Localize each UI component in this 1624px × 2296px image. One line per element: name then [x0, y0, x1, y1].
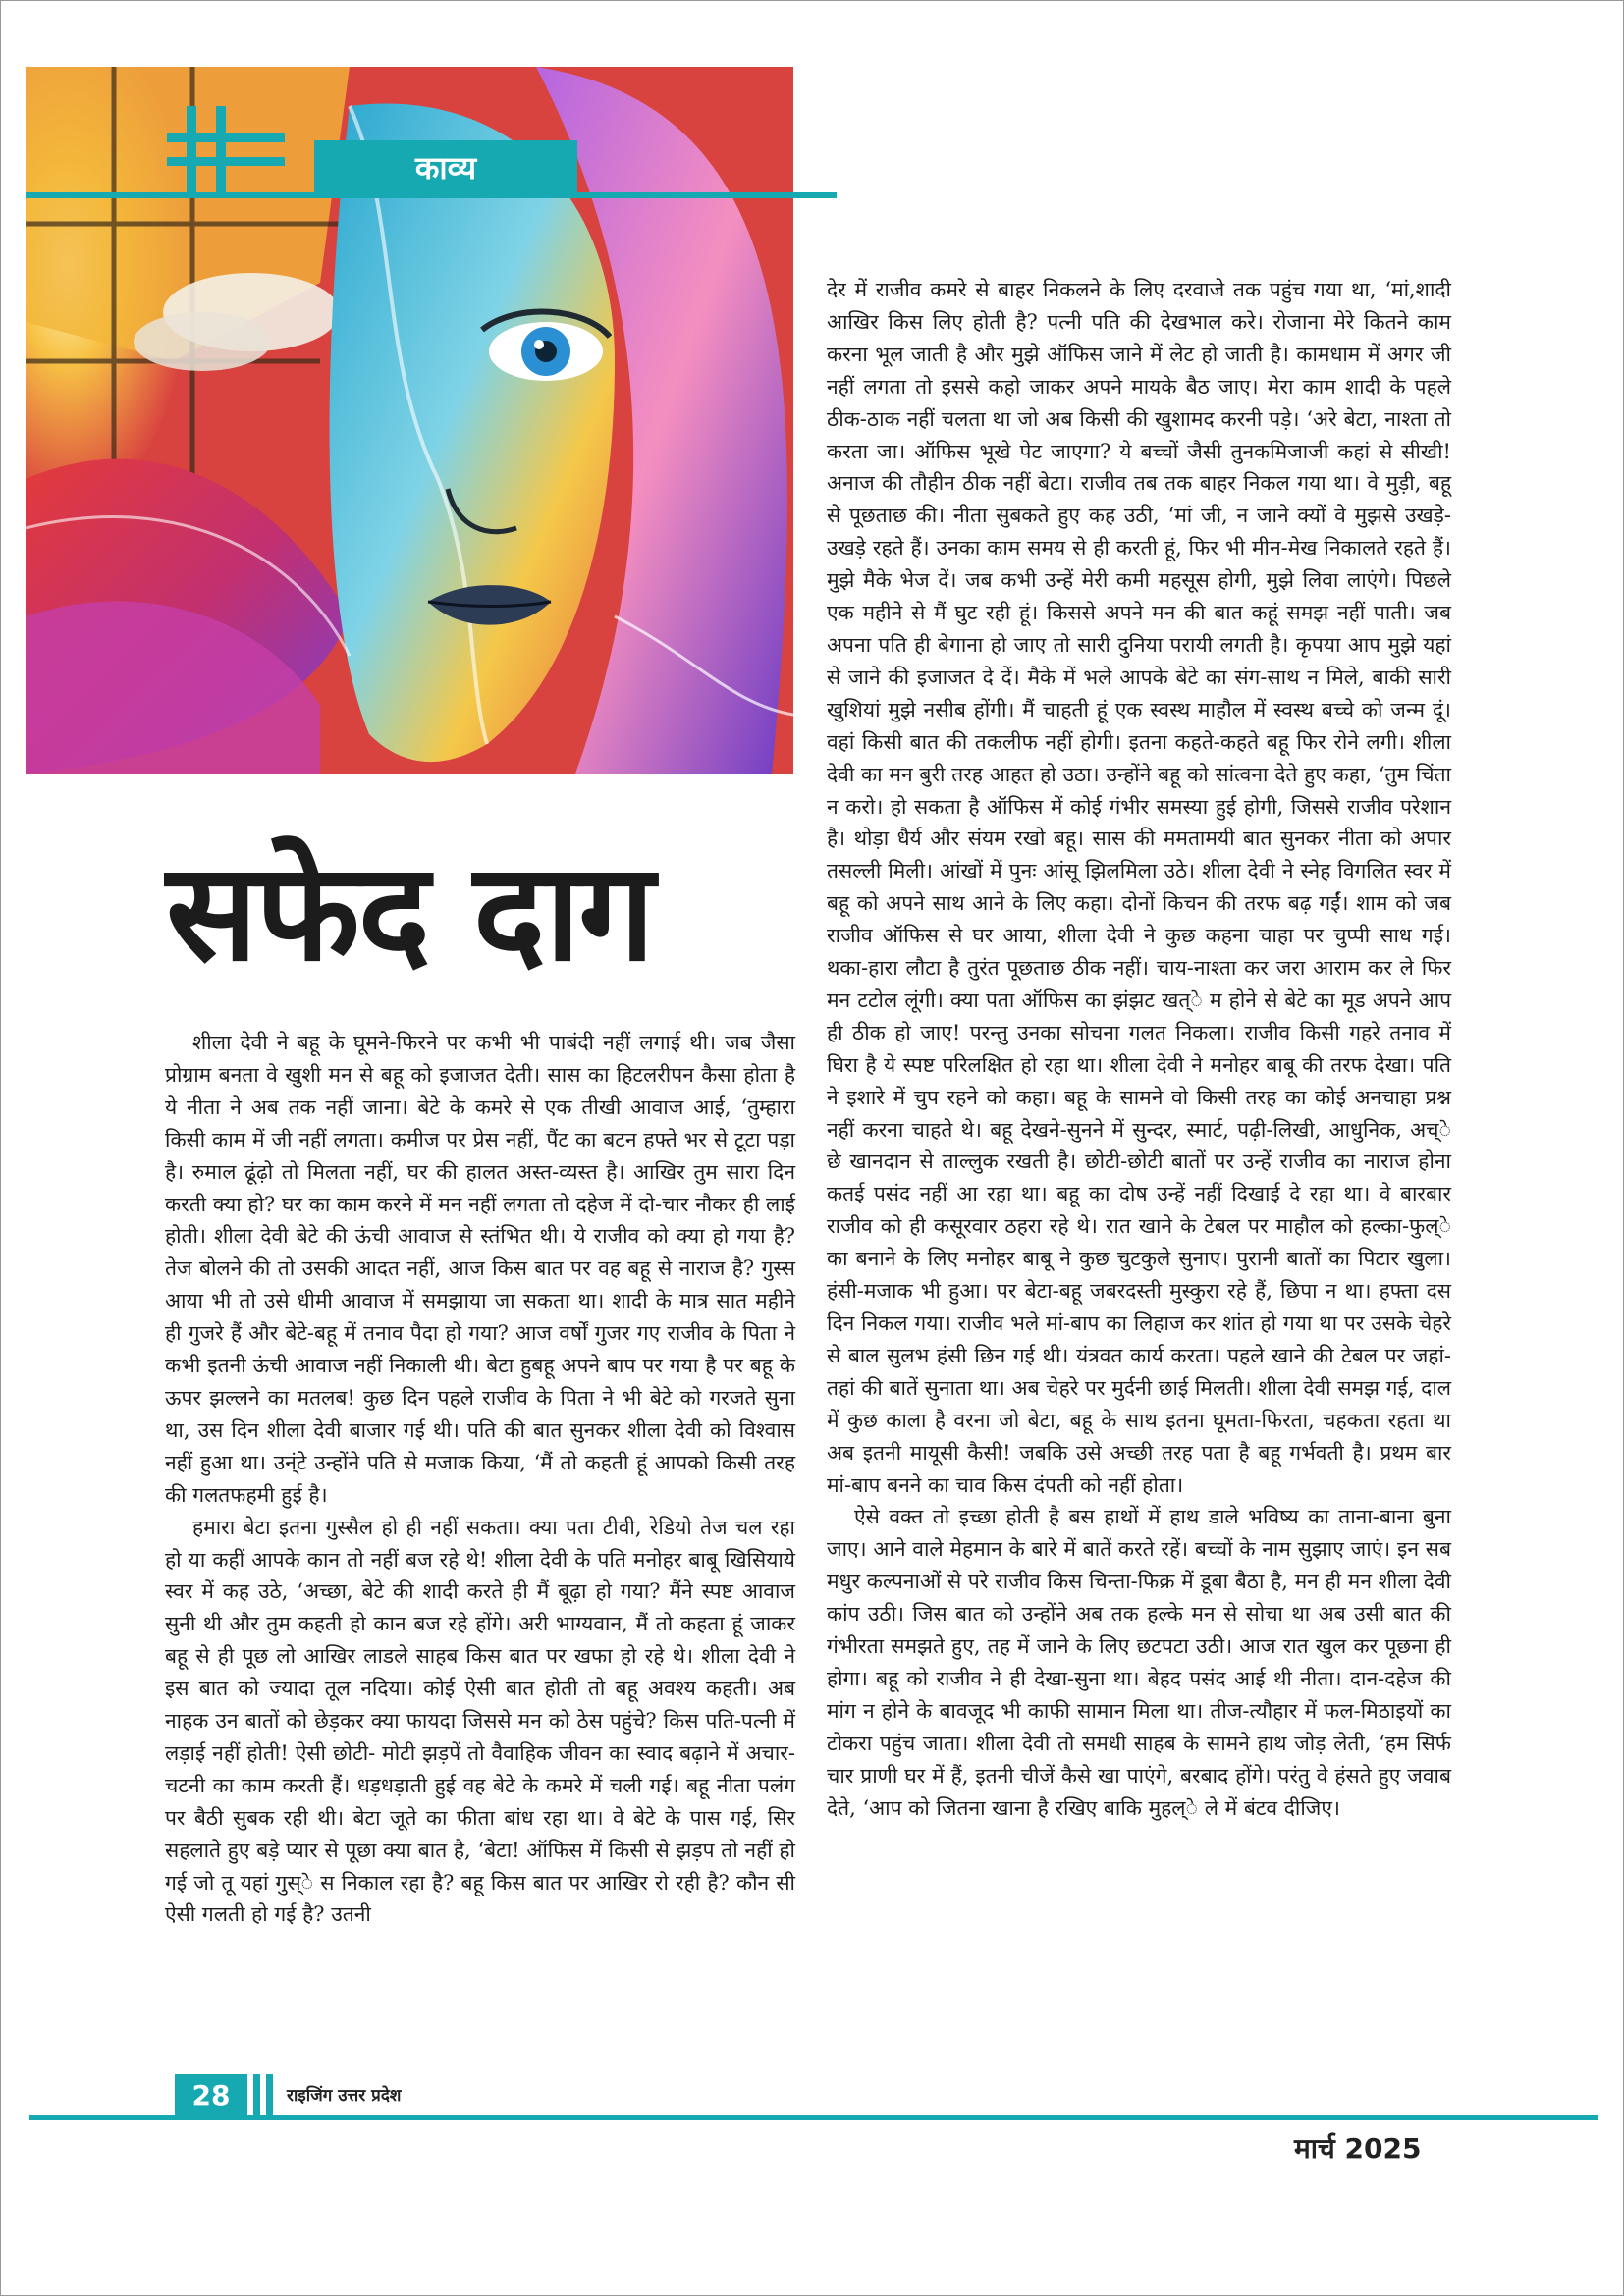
hash-decoration-icon	[167, 106, 285, 192]
left-text-column	[165, 1027, 795, 1931]
footer-rule	[29, 2115, 1598, 2120]
issue-date: मार्च 2025	[1294, 2132, 1422, 2164]
right-paragraph-1: देर में राजीव कमरे से बाहर निकलने के लिए दरवाजे तक पहुंच गया था, ‘मां,शादी आखिर किस लिए होती है? पत्नी पति की देखभाल करे। रोजाना मेरे कितने काम करना भूल जाती है और मुझे ऑफिस जाने में लेट हो जाती है। कामधाम में अगर जी नहीं लगता तो इससे कहो जाकर अपने मायके बैठ जाए। मेरा काम शादी के पहले ठीक-ठाक नहीं चलता था जो अब किसी की खुशामद करनी पड़े। ‘अरे बेटा, नाश्ता तो करता जा। ऑफिस भूखे पेट जाएगा? ये बच्चों जैसी तुनकमिजाजी कहां से सीखी! अनाज की तौहीन ठीक नहीं बेटा। राजीव तब तक बाहर निकल गया था। वे मुड़ी, बहू से पूछताछ की। नीता सुबकते हुए कह उठी, ‘मां जी, न जाने क्यों वे मुझसे उखड़े-उखड़े रहते हैं। उनका काम समय से ही करती हूं, फिर भी मीन-मेख निकालते रहते हैं। मुझे मैके भेज दें। जब कभी उन्हें मेरी कमी महसूस होगी, मुझे लिवा लाएंगे। पिछले एक महीने से मैं घुट रही हूं। किससे अपने मन की बात कहूं समझ नहीं पाती। जब अपना पति ही बेगाना हो जाए तो सारी दुनिया परायी लगती है। कृपया आप मुझे यहां से जाने की इजाजत दे दें। मैके में भले आपके बेटे का संग-साथ न मिले, बाकी सारी खुशियां मुझे नसीब होंगी। मैं चाहती हूं एक स्वस्थ माहौल में स्वस्थ बच्चे को जन्म दूं। वहां किसी बात की तकलीफ नहीं होगी। इतना कहते-कहते बहू फिर रोने लगी। शीला देवी का मन बुरी तरह आहत हो उठा। उन्होंने बहू को सांत्वना देते हुए कहा, ‘तुम चिंता न करो। हो सकता है ऑफिस में कोई गंभीर समस्या हुई होगी, जिससे राजीव परेशान है। थोड़ा धैर्य और संयम रखो बहू। सास की ममतामयी बात सुनकर नीता को अपार तसल्ली मिली। आंखों में पुनः आंसू झिलमिला उठे। शीला देवी ने स्नेह विगलित स्वर में बहू को अपने साथ आने के लिए कहा। दोनों किचन की तरफ बढ़ गईं। शाम को जब राजीव ऑफिस से घर आया, शीला देवी ने कुछ कहना चाहा पर चुप्पी साध गई। थका-हारा लौटा है तुरंत पूछताछ ठीक नहीं। चाय-नाश्ता कर जरा आराम कर ले फिर मन टटोल लूंगी। क्या पता ऑफिस का झंझट खत्े म होने से बेटे का मूड अपने आप ही ठीक हो जाए! परन्तु उनका सोचना गलत निकला। राजीव किसी गहरे तनाव में घिरा है ये स्पष्ट परिलक्षित हो रहा था। शीला देवी ने मनोहर बाबू की तरफ देखा। पति ने इशारे में चुप रहने को कहा। बहू के सामने वो किसी तरह का कोई अनचाहा प्रश्न नहीं करना चाहते थे। बहू देखने-सुनने में सुन्दर, स्मार्ट, पढ़ी-लिखी, आधुनिक, अच्े छे खानदान से ताल्लुक रखती है। छोटी-छोटी बातों पर उन्हें राजीव का नाराज होना कतई पसंद नहीं आ रहा था। बहू का दोष उन्हें नहीं दिखाई दे रहा था। वे बारबार राजीव को ही कसूरवार ठहरा रहे थे। रात खाने के टेबल पर माहौल को हल्का-फुल्े का बनाने के लिए मनोहर बाबू ने कुछ चुटकुले सुनाए। पुरानी बातों का पिटार खुला। हंसी-मजाक भी हुआ। पर बेटा-बहू जबरदस्ती मुस्कुरा रहे हैं, छिपा न था। हफ्ता दस दिन निकल गया। राजीव भले मां-बाप का लिहाज कर शांत हो गया था पर उसके चेहरे से बाल सुलभ हंसी छिन गई थी। यंत्रवत कार्य करता। पहले खाने की टेबल पर जहां-तहां की बातें सुनाता था। अब चेहरे पर मुर्दनी छाई मिलती। शीला देवी समझ गई, दाल में कुछ काला है वरना जो बेटा, बहू के साथ इतना घूमता-फिरता, चहकता रहता था अब इतनी मायूसी कैसी! जबकि उसे अच्छी तरह पता है बहू गर्भवती है। प्रथम बार मां-बाप बनने का चाव किस दंपती को नहीं होता।	[827, 278, 1451, 1497]
footer-bar-decoration	[253, 2074, 260, 2115]
article-title: सफेद दाग	[166, 833, 653, 991]
magazine-name: राइजिंग उत्तर प्रदेश	[287, 2086, 402, 2106]
section-label: काव्य	[314, 140, 577, 193]
right-paragraph-2: ऐसे वक्त तो इच्छा होती है बस हाथों में हाथ डाले भविष्य का ताना-बाना बुना जाए। आने वाले मेहमान के बारे में बातें करते रहें। बच्चों के नाम सुझाए जाएं। इन सब मधुर कल्पनाओं से परे राजीव किस चिन्ता-फिक्र में डूबा बैठा है, मन ही मन शीला देवी कांप उठी। जिस बात को उन्होंने अब तक हल्के मन से सोचा था अब उसी बात की गंभीरता समझते हुए, तह में जाने के लिए छटपटा उठी। आज रात खुल कर पूछना ही होगा। बहू को राजीव ने ही देखा-सुना था। बेहद पसंद आई थी नीता। दान-दहेज की मांग न होने के बावजूद भी काफी सामान मिला था। तीज-त्यौहार में फल-मिठाइयों का टोकरा पहुंच जाता। शीला देवी तो समधी साहब के सामने हाथ जोड़ लेती, ‘हम सिर्फ चार प्राणी घर में हैं, इतनी चीजें कैसे खा पाएंगे, बरबाद होंगे। परंतु वे हंसते हुए जवाब देते, ‘आप को जितना खाना है रखिए बाकि मुहल्े ले में बंटव दीजिए।	[827, 1505, 1451, 1820]
footer-bar-decoration	[266, 2074, 273, 2115]
right-text-column	[827, 274, 1451, 1825]
page-number: 28	[175, 2074, 247, 2115]
left-paragraph-1: शीला देवी ने बहू के घूमने-फिरने पर कभी भी पाबंदी नहीं लगाई थी। जब जैसा प्रोग्राम बनता वे खुशी मन से बहू को इजाजत देती। सास का हिटलरीपन कैसा होता है ये नीता ने अब तक नहीं जाना। बेटे के कमरे से एक तीखी आवाज आई, ‘तुम्हारा किसी काम में जी नहीं लगता। कमीज पर प्रेस नहीं, पैंट का बटन हफ्ते भर से टूटा पड़ा है। रुमाल ढूंढ़ो तो मिलता नहीं, घर की हालत अस्त-व्यस्त है। आखिर तुम सारा दिन करती क्या हो? घर का काम करने में मन नहीं लगता तो दहेज में दो-चार नौकर ही लाई होती। शीला देवी बेटे की ऊंची आवाज से स्तंभित थी। ये राजीव को क्या हो गया है? तेज बोलने की तो उसकी आदत नहीं, आज किस बात पर वह बहू से नाराज है? गुस्स आया भी तो उसे धीमी आवाज में समझाया जा सकता था। शादी के मात्र सात महीने ही गुजरे हैं और बेटे-बहू में तनाव पैदा हो गया? आज वर्षों गुजर गए राजीव के पिता ने कभी इतनी ऊंची आवाज नहीं निकाली थी। बेटा हुबहू अपने बाप पर गया है पर बहू के ऊपर झल्लने का मतलब! कुछ दिन पहले राजीव के पिता ने भी बेटे को गरजते सुना था, उस दिन शीला देवी बाजार गई थी। पति की बात सुनकर शीला देवी को विश्वास नहीं हुआ था। उन्ंटे उन्होंने पति से मजाक किया, ‘मैं तो कहती हूं आपको किसी तरह की गलतफहमी हुई है।	[165, 1031, 795, 1507]
left-paragraph-2: हमारा बेटा इतना गुस्सैल हो ही नहीं सकता। क्या पता टीवी, रेडियो तेज चल रहा हो या कहीं आपके कान तो नहीं बज रहे थे! शीला देवी के पति मनोहर बाबू खिसियाये स्वर में कह उठे, ‘अच्छा, बेटे की शादी करते ही मैं बूढ़ा हो गया? मैंने स्पष्ट आवाज सुनी थी और तुम कहती हो कान बज रहे होंगे। अरी भाग्यवान, मैं तो कहता हूं जाकर बहू से ही पूछ लो आखिर लाडले साहब किस बात पर खफा हो रहे थे। शीला देवी ने इस बात को ज्यादा तूल नदिया। कोई ऐसी बात होती तो बहू अवश्य कहती। अब नाहक उन बातों को छेड़कर क्या फायदा जिससे मन को ठेस पहुंचे? किस पति-पत्नी में लड़ाई नहीं होती! ऐसी छोटी- मोटी झड़पें तो वैवाहिक जीवन का स्वाद बढ़ाने में अचार-चटनी का काम करती हैं। धड़धड़ाती हुई वह बेटे के कमरे में चली गई। बहू नीता पलंग पर बैठी सुबक रही थी। बेटा जूते का फीता बांध रहा था। वे बेटे के पास गई, सिर सहलाते हुए बड़े प्यार से पूछा क्या बात है, ‘बेटा! ऑफिस में किसी से झड़प तो नहीं हो गई जो तू यहां गुस्े स निकाल रहा है? बहू किस बात पर आखिर रो रही है? कौन सी ऐसी गलती हो गई है? उतनी	[165, 1515, 795, 1927]
